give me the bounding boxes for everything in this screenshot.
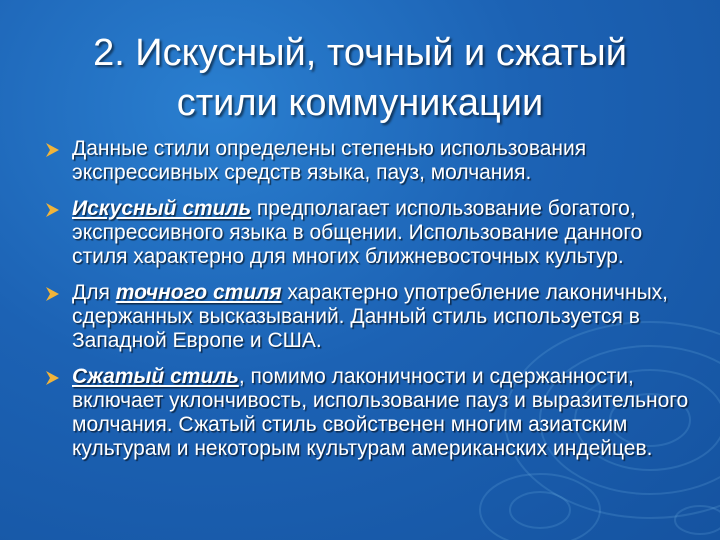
bullet-emphasis: Сжатый стиль bbox=[72, 365, 239, 388]
arrow-bullet-icon bbox=[44, 202, 60, 218]
bullet-list bbox=[44, 137, 694, 473]
bullet-item bbox=[44, 137, 694, 185]
slide-title bbox=[40, 28, 680, 128]
arrow-bullet-icon bbox=[44, 286, 60, 302]
bullet-prefix: Для bbox=[72, 281, 116, 304]
bullet-text: характерно употребление лаконичных, сдержанных высказываний. Данный стиль используется в Западной Европе и США. bbox=[72, 281, 669, 352]
bullet-text: предполагает использование богатого, экспрессивного языка в общении. Использование данного стиля характерно для многих ближневосточных культур. bbox=[72, 197, 643, 268]
title-line-1: 2. Искусный, точный и сжатый bbox=[93, 32, 627, 74]
bullet-text: , помимо лаконичности и сдержанности, включает уклончивость, использование пауз и выразительного молчания. Сжатый стиль свойственен многим азиатским культурам и некоторым культурам американских индейцев. bbox=[72, 365, 689, 460]
bullet-item bbox=[44, 281, 694, 353]
arrow-bullet-icon bbox=[44, 370, 60, 386]
bullet-item bbox=[44, 365, 694, 461]
bullet-emphasis: Искусный стиль bbox=[72, 197, 252, 220]
arrow-bullet-icon bbox=[44, 142, 60, 158]
bullet-text: Данные стили определены степенью использования экспрессивных средств языка, пауз, молчания. bbox=[72, 137, 587, 184]
bullet-emphasis: точного стиля bbox=[115, 281, 282, 304]
title-line-2: стили коммуникации bbox=[176, 82, 544, 124]
bullet-item bbox=[44, 197, 694, 269]
